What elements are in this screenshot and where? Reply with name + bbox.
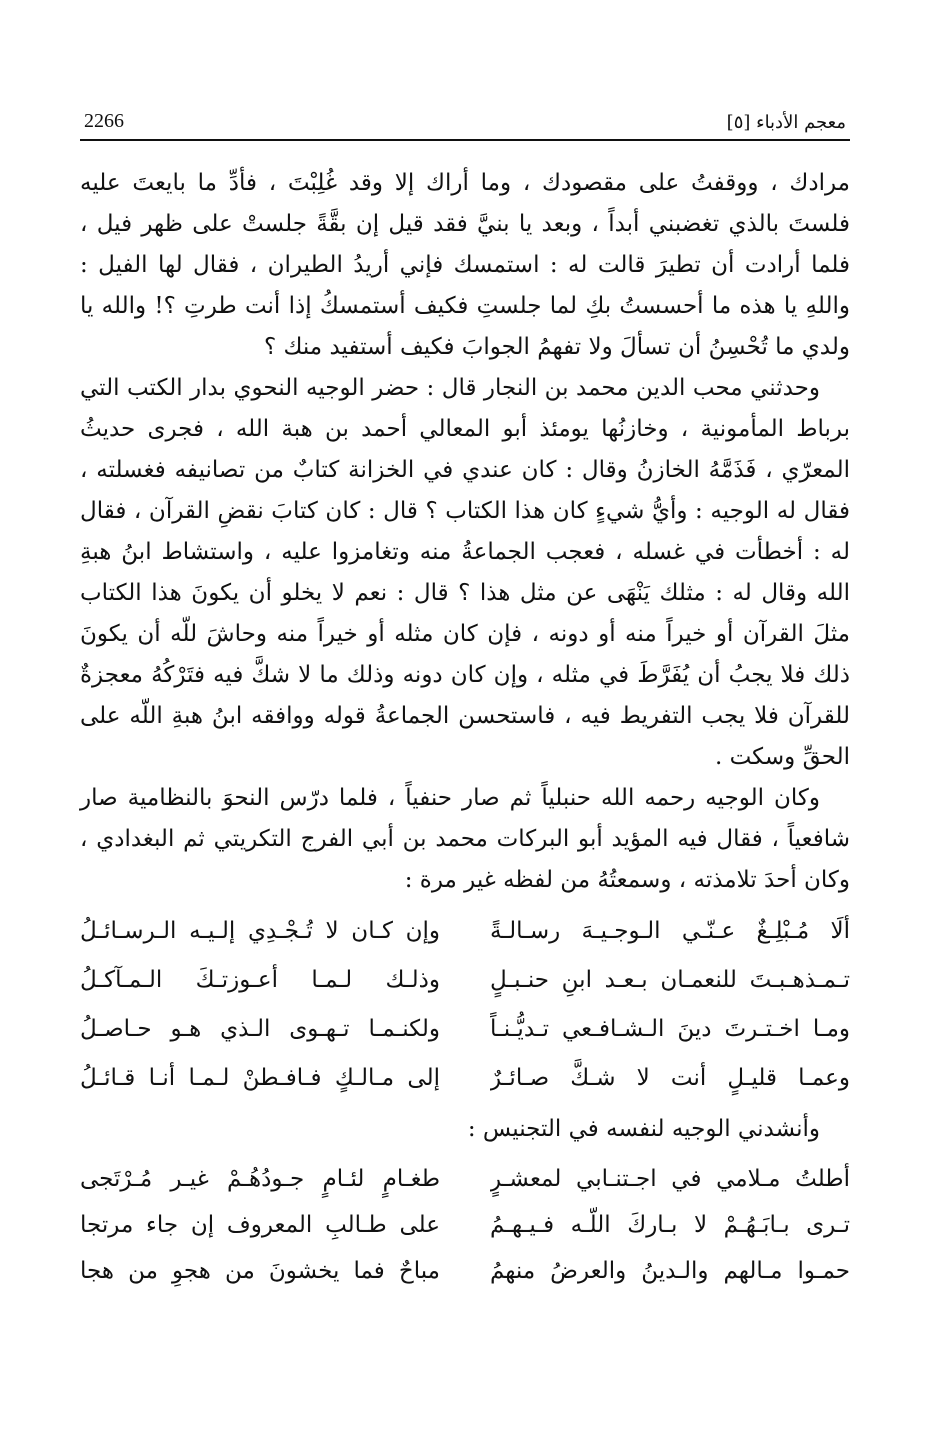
hemistich-second: وإن كـان لا تُـجْـدِي إلـيـه الـرسـائـلُ — [80, 918, 440, 944]
hemistich-second: طغـامٍ لئـامٍ جـودُهُـمْ غيـر مُـرْتَجى — [80, 1165, 440, 1192]
page-body — [80, 163, 850, 1294]
hemistich-first: ألَا مُـبْلِـغٌ عـنّـي الـوجـيـهَ رسـالـةً — [490, 918, 850, 944]
paragraph: وكان الوجيه رحمه الله حنبلياً ثم صار حنفياً ، فلما درّس النحوَ بالنظامية صار شافعياً ، فقال فيه المؤيد أبو البركات محمد بن أبي الفرج التكريتي ثم البغدادي ، وكان أحدَ تلامذته ، وسمعتُهُ من لفظه غير مرة : — [80, 785, 850, 893]
verse — [80, 1156, 850, 1202]
paragraph: وحدثني محب الدين محمد بن النجار قال : حضر الوجيه النحوي بدار الكتب التي برباط المأمونية ، وخازنُها يومئذ أبو المعالي أحمد بن هبة الله ، فجرى حديثُ المعرّي ، فَذَمَّهُ الخازنُ وقال : كان عندي في الخزانة كتابٌ من تصانيفه فغسلته ، فقال له الوجيه : وأيُّ شيءٍ كان هذا الكتاب ؟ قال : كان كتابَ نقضِ القرآن ، فقال له : أخطأت في غسله ، فعجب الجماعةُ منه وتغامزوا عليه ، واستشاط ابنُ هبةِ الله وقال له : مثلك يَنْهَى عن مثل هذا ؟ قال : نعم لا يخلو أن يكونَ هذا الكتاب مثلَ القرآن أو خيراً منه أو دونه ، فإن كان مثله أو خيراً منه وحاشَ للّه أن يكونَ ذلك فلا يجبُ أن يُفَرَّطَ في مثله ، وإن كان دونه وذلك ما لا شكَّ فيه فتَرْكُهُ معجزةٌ للقرآن فلا يجب التفريط فيه ، فاستحسن الجماعةُ قوله ووافقه ابنُ هبةِ اللّه على الحقِّ وسكت . — [80, 375, 850, 770]
page-number: 2266 — [84, 110, 124, 132]
poem — [80, 907, 850, 1103]
page-header — [80, 110, 850, 141]
poem — [80, 1156, 850, 1294]
verse — [80, 1054, 850, 1103]
hemistich-first: وعمـا قليـلٍ أنت لا شـكَّ صـائـرٌ — [490, 1065, 850, 1091]
hemistich-first: أطلتُ مـلامي في اجـتنـابي لمعشـرٍ — [490, 1165, 850, 1192]
paragraph: مرادك ، ووقفتُ على مقصودك ، وما أراك إلا وقد غُلِبْتَ ، فأدِّ ما بايعتَ عليه فلستَ بالذي تغضبني أبداً ، وبعد يا بنيَّ فقد قيل إن بقَّةً جلستْ على ظهر فيل ، فلما أرادت أن تطيرَ قالت له : استمسك فإني أريدُ الطيران ، فقال لها الفيل : واللهِ يا هذه ما أحسستُ بكِ لما جلستِ فكيف أستمسكُ إذا أنت طرتِ ؟! والله يا ولدي ما تُحْسِنُ أن تسألَ ولا تفهمُ الجوابَ فكيف أستفيد منك ؟ — [80, 170, 850, 360]
verse — [80, 1005, 850, 1054]
hemistich-first: تـمـذهـبـتَ للنعمـان بـعـد ابنِ حنـبـلٍ — [490, 967, 850, 993]
hemistich-second: على طـالبِ المعروف إن جاء مرتجا — [80, 1211, 440, 1238]
book-title: معجم الأدباء [٥] — [726, 112, 846, 133]
verse — [80, 907, 850, 956]
verse — [80, 956, 850, 1005]
hemistich-second: وذلـك لـمـا أعـوزتـكَ الـمـآكـلُ — [80, 967, 440, 993]
page — [80, 110, 850, 1300]
verse — [80, 1248, 850, 1294]
hemistich-first: حمـوا مـالهم والـدينُ والعرضُ منهمُ — [490, 1257, 850, 1284]
hemistich-second: ولكنـمـا تـهـوى الـذي هـو حـاصـلُ — [80, 1016, 440, 1042]
verse — [80, 1202, 850, 1248]
hemistich-first: ومـا اخـتـرتَ دينَ الـشـافـعي تـديُّـنـاً — [490, 1016, 850, 1042]
paragraph: وأنشدني الوجيه لنفسه في التجنيس : — [467, 1116, 820, 1142]
hemistich-first: تـرى بـابَـهُـمْ لا بـاركَ اللّـه فـيـهـمُ — [490, 1211, 850, 1238]
hemistich-second: مباحٌ فما يخشونَ من هجوِ من هجا — [80, 1257, 440, 1284]
hemistich-second: إلى مـالـكٍ فـافـطنْ لـمـا أنـا قـائـلُ — [80, 1065, 440, 1091]
